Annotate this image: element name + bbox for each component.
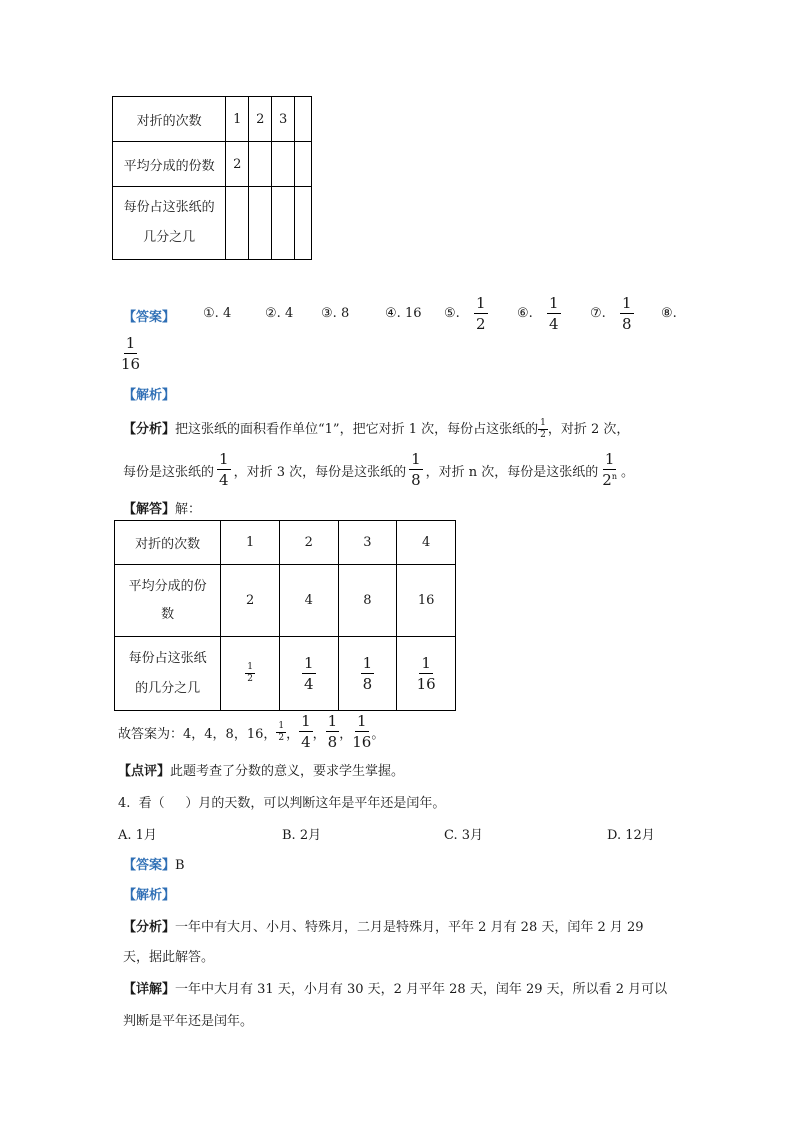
question-4-options <box>118 824 678 844</box>
table-cell: 3 <box>338 521 397 565</box>
table-cell: 3 <box>272 97 295 142</box>
label-line: 数 <box>161 606 175 622</box>
table-cell <box>338 637 397 711</box>
label-line: 每份占这张纸的 <box>123 200 215 215</box>
table-cell <box>295 187 312 260</box>
fraction: $\frac{1}{4}$ <box>301 712 311 751</box>
table-cell-label <box>113 187 226 260</box>
answer-item: ⑤. <box>444 306 460 321</box>
option-c: C. 3月 <box>444 828 484 843</box>
answer-line-2: 【答案】B <box>123 858 185 873</box>
table-cell-label <box>115 565 221 637</box>
answer-item: ⑥. <box>517 306 533 321</box>
fraction: $\frac{1}{4}$ <box>549 294 559 333</box>
fraction: $\frac{1}{2}$ <box>540 418 546 440</box>
label-line: 每份占这张纸 <box>128 650 207 666</box>
table-cell: 4 <box>397 521 456 565</box>
table-cell: 2 <box>226 142 249 187</box>
fraction: $\frac{1}{8}$ <box>362 653 373 693</box>
table-cell: 1 <box>226 97 249 142</box>
option-d: D. 12月 <box>607 828 655 843</box>
question-4-stem: 4. 看（ ）月的天数，可以判断这年是平年还是闰年。 <box>118 796 446 811</box>
table-cell <box>279 637 338 711</box>
table-cell-label: 平均分成的份数 <box>113 142 226 187</box>
answer-item: ③. 8 <box>321 306 350 321</box>
section-jiexi: 【解析】 <box>123 388 176 403</box>
table-cell <box>221 637 280 711</box>
detail-line-2: 判断是平年还是闰年。 <box>123 1014 254 1029</box>
fraction: $\frac{1}{2^n}$ <box>602 450 617 489</box>
fraction: $\frac{1}{2}$ <box>278 720 285 743</box>
table-cell: 8 <box>338 565 397 637</box>
answer-tag: 【答案】 <box>123 310 176 325</box>
solution-tag-line: 【解答】解： <box>123 502 202 517</box>
fraction: $\frac{1}{8}$ <box>622 294 632 333</box>
table-cell: 4 <box>279 565 338 637</box>
analysis2-line-2: 天，据此解答。 <box>123 950 215 965</box>
fraction: $\frac{1}{8}$ <box>327 712 338 751</box>
table-cell <box>249 142 272 187</box>
table-cell <box>249 187 272 260</box>
option-a: A. 1月 <box>118 828 157 843</box>
answer-item: ①. 4 <box>203 306 232 321</box>
fraction: $\frac{1}{4}$ <box>219 450 229 489</box>
table-cell-label: 对折的次数 <box>115 521 221 565</box>
table-cell <box>272 187 295 260</box>
table-cell <box>295 142 312 187</box>
table-cell: 2 <box>279 521 338 565</box>
label-line: 平均分成的份 <box>128 578 207 594</box>
fraction: $\frac{1}{16}$ <box>416 653 436 693</box>
analysis2-line-1: 【分析】一年中有大月、小月、特殊月，二月是特殊月，平年 2 月有 28 天，闰年 2 月 29 <box>123 920 644 935</box>
detail-line-1: 【详解】一年中大月有 31 天，小月有 30 天，2 月平年 28 天，闰年 29 天，所以看 2 月可以 <box>123 982 668 997</box>
label-line: 几分之几 <box>143 230 196 245</box>
table-cell-label: 对折的次数 <box>113 97 226 142</box>
fraction: $\frac{1}{16}$ <box>352 712 372 751</box>
fraction: $\frac{1}{2}$ <box>476 294 486 333</box>
section-jiexi-2: 【解析】 <box>123 888 176 903</box>
folding-table-solution <box>114 520 456 711</box>
answer-item: ④. 16 <box>385 306 422 321</box>
table-cell <box>397 637 456 711</box>
final-answer-line: 故答案为：4，4，8，16， $\frac{1}{2}$ ， $\frac{1}{4}$ ， $\frac{1}{8}$ ， $\frac{1}{16}$ 。 <box>118 712 385 751</box>
table-cell: 2 <box>221 565 280 637</box>
folding-table-blank <box>112 96 312 260</box>
answer-item: ⑦. <box>590 306 606 321</box>
fraction: $\frac{1}{4}$ <box>303 653 314 693</box>
fraction: $\frac{1}{8}$ <box>411 450 421 489</box>
table-cell <box>226 187 249 260</box>
fraction: $\frac{1}{2}$ <box>247 662 253 684</box>
table-cell <box>295 97 312 142</box>
answer-item: ②. 4 <box>265 306 294 321</box>
table-cell: 16 <box>397 565 456 637</box>
analysis-line-1: 【分析】把这张纸的面积看作单位“1”，把它对折 1 次，每份占这张纸的 $\frac{1}{2}$ ，对折 2 次， <box>123 418 630 440</box>
table-cell-label <box>115 637 221 711</box>
option-b: B. 2月 <box>282 828 322 843</box>
comment-line: 【点评】此题考查了分数的意义，要求学生掌握。 <box>118 764 405 779</box>
table-cell: 1 <box>221 521 280 565</box>
table-cell: 2 <box>249 97 272 142</box>
analysis-line-2: 每份是这张纸的 $\frac{1}{4}$ ，对折 3 次，每份是这张纸的 $\frac{1}{8}$ ，对折 n 次，每份是这张纸的 $\frac{1}{2^n}$ 。 <box>123 450 635 489</box>
answer-item: ⑧. <box>661 306 677 321</box>
answer-line <box>123 296 683 336</box>
fraction: $\frac{1}{16}$ <box>121 334 141 373</box>
label-line: 的几分之几 <box>135 680 201 696</box>
table-cell <box>272 142 295 187</box>
